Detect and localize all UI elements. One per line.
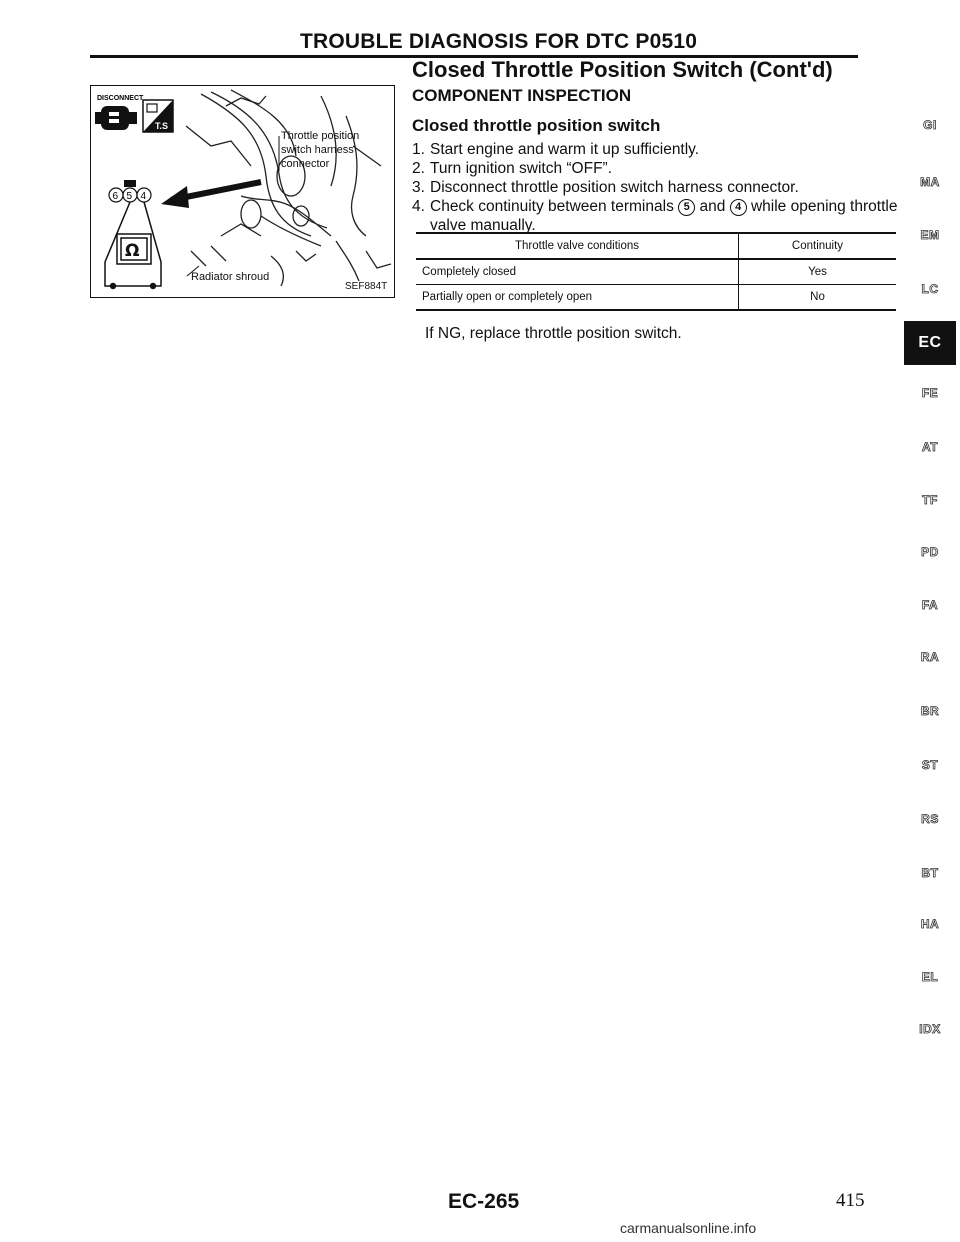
svg-text:T.S: T.S [155, 121, 169, 131]
svg-text:6: 6 [112, 191, 119, 202]
figure-code: SEF884T [345, 281, 388, 292]
watermark: carmanualsonline.info [620, 1220, 757, 1236]
connector-terminals [109, 180, 151, 202]
index-tab-active[interactable]: EC [904, 321, 956, 365]
index-tab[interactable]: AT [921, 440, 939, 454]
index-tab[interactable]: ST [921, 758, 939, 772]
svg-text:4: 4 [140, 191, 147, 202]
index-tab[interactable]: IDX [919, 1022, 941, 1036]
page-code: EC-265 [448, 1190, 520, 1213]
index-tab[interactable]: PD [921, 545, 939, 559]
index-tab[interactable]: RS [921, 812, 939, 826]
svg-text:connector: connector [281, 158, 330, 170]
terminal-badge: 5 [678, 199, 695, 216]
index-tab[interactable]: BR [920, 704, 940, 718]
svg-text:Ω: Ω [125, 241, 140, 261]
index-tab[interactable]: RA [920, 650, 940, 664]
table-row: Completely closed Yes [416, 259, 896, 285]
index-tab[interactable]: HA [920, 917, 940, 931]
procedure-steps [412, 140, 900, 235]
section-title: Closed Throttle Position Switch (Cont'd) [412, 57, 833, 82]
step-item: 2. Turn ignition switch “OFF”. [412, 160, 613, 177]
ohmmeter-icon [105, 202, 161, 289]
step-item: 3. Disconnect throttle position switch harness connector. [412, 179, 799, 196]
svg-text:Radiator shroud: Radiator shroud [191, 271, 270, 283]
svg-text:5: 5 [126, 191, 133, 202]
component-inspection-heading: COMPONENT INSPECTION [412, 86, 632, 105]
svg-text:DISCONNECT: DISCONNECT [97, 95, 144, 102]
callout-shroud [187, 266, 269, 283]
continuity-table [416, 232, 896, 311]
step-item: 1. Start engine and warm it up sufficiently. [412, 141, 700, 158]
page-number: 415 [836, 1190, 865, 1211]
disconnect-connector-icon [95, 95, 144, 130]
svg-text:Throttle position: Throttle position [281, 130, 360, 142]
table-row: Partially open or completely open No [416, 285, 896, 311]
ng-note: If NG, replace throttle position switch. [425, 325, 682, 342]
index-tab[interactable]: BT [921, 866, 939, 880]
step-item: 4. Check continuity between terminals 5 and 4 while opening throttle valve manually. [412, 198, 898, 234]
svg-text:switch harness: switch harness [281, 144, 354, 156]
index-tab[interactable]: TF [922, 493, 938, 507]
index-tab[interactable]: MA [920, 175, 940, 189]
index-tab[interactable]: FE [921, 386, 939, 400]
callout-switch [279, 130, 359, 171]
arrow-icon [161, 182, 261, 208]
index-tab[interactable]: LC [921, 282, 939, 296]
table-header-continuity: Continuity [739, 233, 897, 259]
page-header-title: TROUBLE DIAGNOSIS FOR DTC P0510 [300, 30, 698, 53]
procedure-heading: Closed throttle position switch [412, 116, 661, 135]
test-symbol-icon [143, 100, 173, 132]
index-tab[interactable]: FA [921, 598, 939, 612]
terminal-badge: 4 [730, 199, 747, 216]
inspection-figure [90, 85, 395, 298]
index-tab[interactable]: EL [921, 970, 939, 984]
table-header-conditions: Throttle valve conditions [416, 233, 739, 259]
index-tab[interactable]: EM [920, 228, 940, 242]
index-tab[interactable]: GI [923, 118, 937, 132]
